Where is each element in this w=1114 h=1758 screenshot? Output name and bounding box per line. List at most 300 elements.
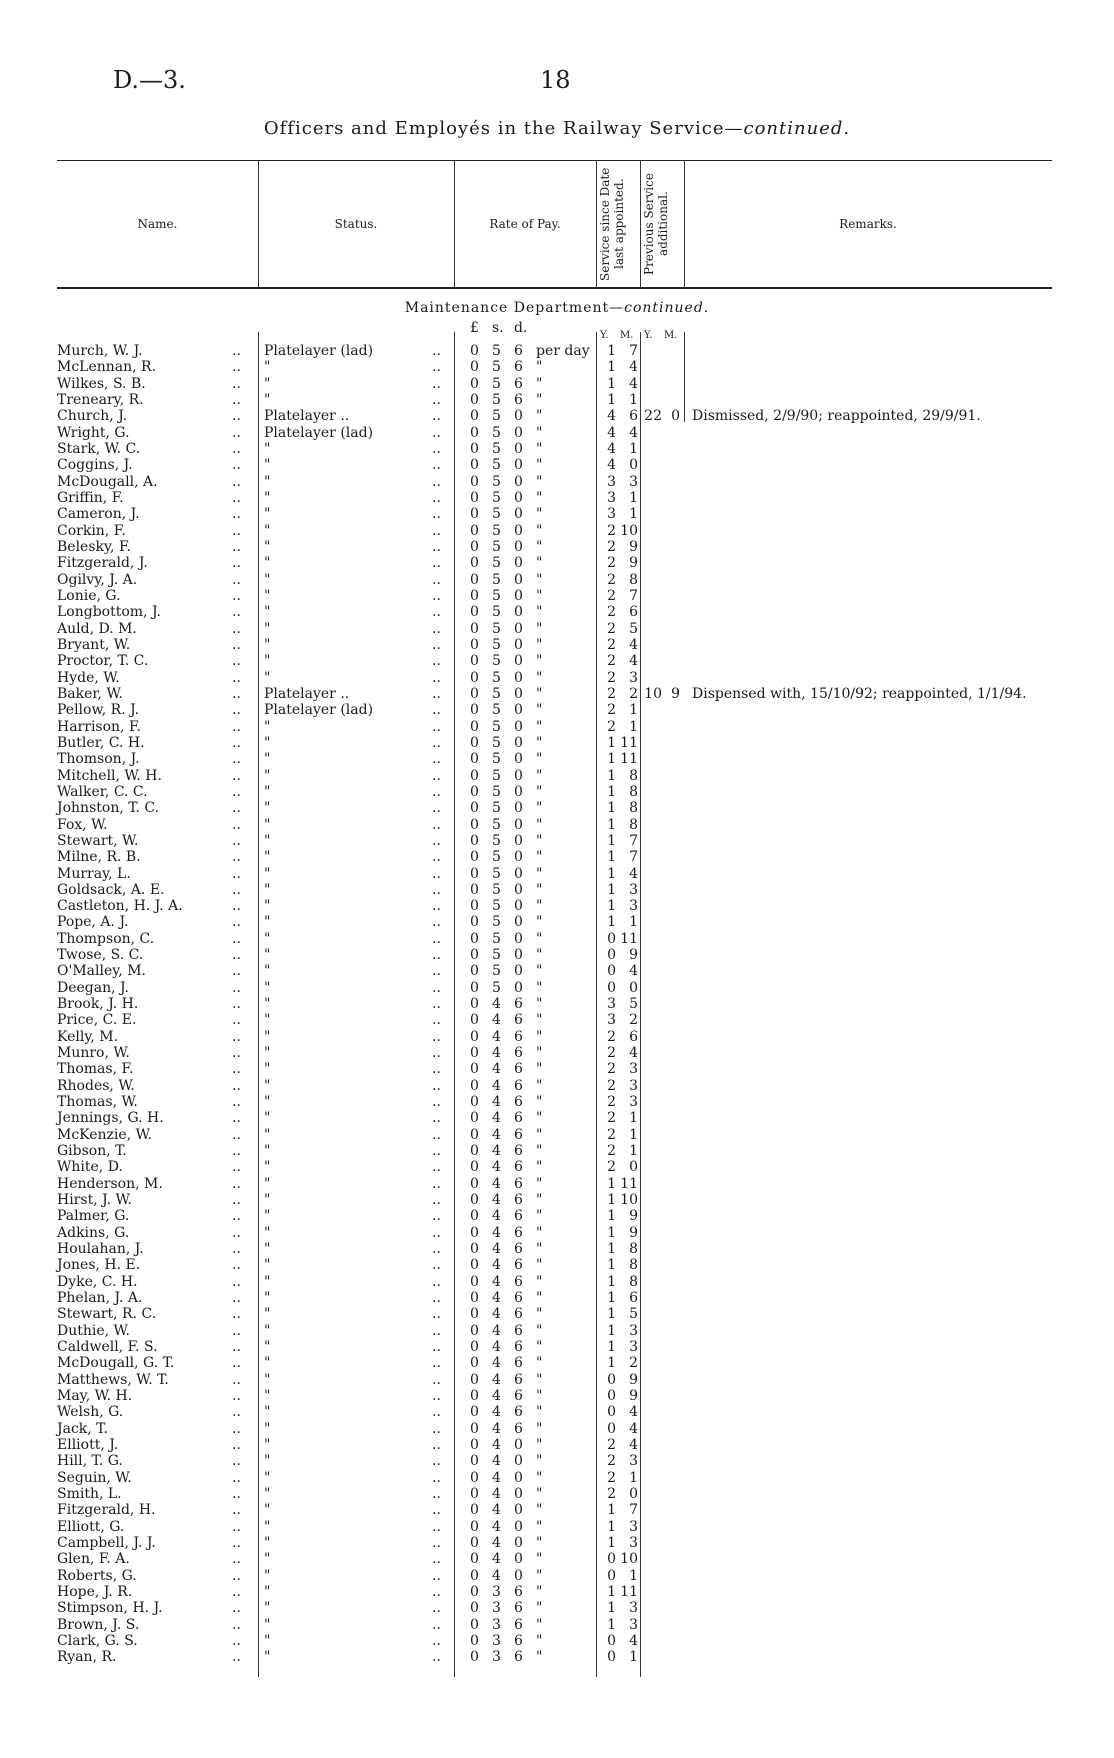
leader-dots: .. — [232, 440, 241, 457]
service-years: 1 — [607, 881, 616, 898]
pay-pounds: 0 — [470, 1159, 479, 1176]
employee-name: Elliott, J. — [57, 1436, 119, 1453]
leader-dots: .. — [232, 555, 241, 572]
leader-dots: .. — [232, 783, 241, 800]
pay-pence: 6 — [514, 1290, 523, 1307]
service-months: 1 — [629, 718, 638, 735]
pay-shillings: 5 — [492, 424, 501, 441]
service-months: 9 — [629, 1208, 638, 1225]
leader-dots: .. — [232, 1420, 241, 1437]
employee-name: Baker, W. — [57, 685, 123, 702]
leader-dots: .. — [432, 881, 441, 898]
table-row — [0, 1176, 1114, 1192]
pay-pence: 0 — [514, 1502, 523, 1519]
pay-shillings: 5 — [492, 636, 501, 653]
pay-pounds: 0 — [470, 408, 479, 425]
table-row — [0, 1241, 1114, 1257]
table-row — [0, 653, 1114, 669]
service-years: 2 — [607, 587, 616, 604]
leader-dots: .. — [432, 1175, 441, 1192]
pay-shillings: 4 — [492, 1061, 501, 1078]
employee-status: " — [264, 1159, 271, 1176]
column-header-name: Name. — [137, 217, 178, 231]
employee-name: Harrison, F. — [57, 718, 141, 735]
pay-pence: 0 — [514, 1518, 523, 1535]
leader-dots: .. — [232, 1600, 241, 1617]
service-months: 4 — [629, 1436, 638, 1453]
leader-dots: .. — [232, 1649, 241, 1666]
pay-shillings: 4 — [492, 1208, 501, 1225]
table-row — [0, 735, 1114, 751]
leader-dots: .. — [232, 979, 241, 996]
table-row — [0, 963, 1114, 979]
service-years: 1 — [607, 783, 616, 800]
service-months: 3 — [629, 1061, 638, 1078]
pay-shillings: 4 — [492, 1388, 501, 1404]
service-months: 3 — [629, 1339, 638, 1356]
service-years: 1 — [607, 1175, 616, 1192]
service-years: 1 — [607, 1208, 616, 1225]
service-years: 3 — [607, 1012, 616, 1029]
pay-unit: " — [536, 996, 543, 1013]
pay-shillings: 4 — [492, 1290, 501, 1307]
leader-dots: .. — [432, 1110, 441, 1127]
employee-status: " — [264, 734, 271, 751]
leader-dots: .. — [432, 473, 441, 490]
table-row — [0, 1257, 1114, 1273]
pay-pence: 0 — [514, 816, 523, 833]
service-months: 4 — [629, 963, 638, 980]
pay-pence: 6 — [514, 1616, 523, 1633]
table-row — [0, 931, 1114, 947]
table-row — [0, 996, 1114, 1012]
employee-status: " — [264, 669, 271, 686]
pay-pence: 6 — [514, 1159, 523, 1176]
employee-name: Twose, S. C. — [57, 947, 144, 964]
unit-years-service: Y. — [600, 330, 609, 341]
pay-shillings: 5 — [492, 685, 501, 702]
leader-dots: .. — [232, 343, 241, 359]
employee-name: Stewart, R. C. — [57, 1306, 157, 1323]
service-years: 1 — [607, 832, 616, 849]
pay-pounds: 0 — [470, 1632, 479, 1649]
pay-shillings: 4 — [492, 1420, 501, 1437]
employee-status: " — [264, 375, 271, 392]
pay-pence: 6 — [514, 1110, 523, 1127]
employee-status: " — [264, 1355, 271, 1372]
leader-dots: .. — [432, 408, 441, 425]
pay-unit: " — [536, 1061, 543, 1078]
pay-pounds: 0 — [470, 473, 479, 490]
service-months: 3 — [629, 1322, 638, 1339]
pay-pence: 0 — [514, 1534, 523, 1551]
service-years: 2 — [607, 1485, 616, 1502]
service-months: 3 — [629, 1518, 638, 1535]
table-row — [0, 1143, 1114, 1159]
table-row — [0, 1061, 1114, 1077]
employee-name: Pellow, R. J. — [57, 702, 140, 719]
employee-status: " — [264, 1616, 271, 1633]
pay-pounds: 0 — [470, 653, 479, 670]
pay-pence: 0 — [514, 963, 523, 980]
leader-dots: .. — [232, 1453, 241, 1470]
pay-shillings: 4 — [492, 1534, 501, 1551]
service-months: 4 — [629, 359, 638, 376]
leader-dots: .. — [432, 1339, 441, 1356]
pay-pounds: 0 — [470, 849, 479, 866]
leader-dots: .. — [432, 1224, 441, 1241]
service-years: 1 — [607, 1290, 616, 1307]
employee-status: " — [264, 1224, 271, 1241]
leader-dots: .. — [432, 1649, 441, 1666]
pay-unit: " — [536, 1632, 543, 1649]
leader-dots: .. — [232, 881, 241, 898]
pay-unit: " — [536, 473, 543, 490]
service-years: 1 — [607, 343, 616, 359]
service-months: 1 — [629, 914, 638, 931]
employee-name: Price, C. E. — [57, 1012, 137, 1029]
leader-dots: .. — [232, 506, 241, 523]
employee-name: Auld, D. M. — [57, 620, 137, 637]
service-years: 4 — [607, 424, 616, 441]
pay-shillings: 4 — [492, 1159, 501, 1176]
leader-dots: .. — [432, 359, 441, 376]
employee-status: " — [264, 1404, 271, 1421]
pay-pounds: 0 — [470, 1583, 479, 1600]
table-row — [0, 914, 1114, 930]
employee-status: " — [264, 1012, 271, 1029]
service-months: 1 — [629, 506, 638, 523]
unit-years-previous: Y. — [644, 330, 653, 341]
leader-dots: .. — [232, 473, 241, 490]
leader-dots: .. — [432, 1045, 441, 1062]
header-divider-3 — [596, 160, 597, 288]
service-years: 3 — [607, 473, 616, 490]
pay-pence: 0 — [514, 669, 523, 686]
service-years: 0 — [607, 1551, 616, 1568]
employee-status: " — [264, 1485, 271, 1502]
pay-pence: 6 — [514, 1339, 523, 1356]
leader-dots: .. — [232, 636, 241, 653]
pay-unit: " — [536, 1192, 543, 1209]
pay-shillings: 4 — [492, 1110, 501, 1127]
pay-shillings: 5 — [492, 375, 501, 392]
service-months: 7 — [629, 343, 638, 359]
employee-status: " — [264, 898, 271, 915]
employee-status: " — [264, 1632, 271, 1649]
pay-shillings: 5 — [492, 408, 501, 425]
pay-pence: 6 — [514, 1045, 523, 1062]
leader-dots: .. — [232, 1322, 241, 1339]
pay-pounds: 0 — [470, 343, 479, 359]
employee-name: Thompson, C. — [57, 930, 155, 947]
leader-dots: .. — [432, 1290, 441, 1307]
table-row — [0, 1633, 1114, 1649]
service-months: 3 — [629, 1616, 638, 1633]
pay-shillings: 4 — [492, 1518, 501, 1535]
employee-name: Murray, L. — [57, 865, 131, 882]
leader-dots: .. — [432, 424, 441, 441]
pay-pounds: 0 — [470, 1420, 479, 1437]
service-years: 1 — [607, 1306, 616, 1323]
pay-pence: 0 — [514, 783, 523, 800]
pay-pence: 0 — [514, 947, 523, 964]
service-years: 2 — [607, 1436, 616, 1453]
service-months: 11 — [620, 930, 638, 947]
service-years: 2 — [607, 669, 616, 686]
pay-pounds: 0 — [470, 832, 479, 849]
pay-pounds: 0 — [470, 1388, 479, 1404]
leader-dots: .. — [432, 391, 441, 408]
table-row — [0, 719, 1114, 735]
pay-shillings: 4 — [492, 1012, 501, 1029]
service-months: 1 — [629, 1469, 638, 1486]
employee-status: " — [264, 1306, 271, 1323]
table-row — [0, 751, 1114, 767]
employee-status: " — [264, 391, 271, 408]
table-row — [0, 621, 1114, 637]
pay-unit: " — [536, 1551, 543, 1568]
leader-dots: .. — [232, 1616, 241, 1633]
pay-pence: 0 — [514, 555, 523, 572]
employee-name: Dyke, C. H. — [57, 1273, 138, 1290]
employee-status: " — [264, 1583, 271, 1600]
employee-name: Longbottom, J. — [57, 604, 161, 621]
pay-unit: " — [536, 685, 543, 702]
pay-pence: 6 — [514, 1404, 523, 1421]
pay-unit: " — [536, 1175, 543, 1192]
pay-pence: 6 — [514, 996, 523, 1013]
table-row — [0, 637, 1114, 653]
service-months: 3 — [629, 669, 638, 686]
leader-dots: .. — [432, 914, 441, 931]
employee-status: Platelayer (lad) — [264, 343, 374, 359]
table-row — [0, 523, 1114, 539]
service-months: 2 — [629, 1355, 638, 1372]
pay-unit: " — [536, 620, 543, 637]
leader-dots: .. — [432, 489, 441, 506]
pay-pounds: 0 — [470, 1290, 479, 1307]
leader-dots: .. — [232, 571, 241, 588]
leader-dots: .. — [232, 522, 241, 539]
employee-status: " — [264, 1175, 271, 1192]
leader-dots: .. — [232, 424, 241, 441]
unit-shilling: s. — [492, 320, 504, 336]
pay-shillings: 4 — [492, 1404, 501, 1421]
pay-shillings: 5 — [492, 947, 501, 964]
service-months: 1 — [629, 1126, 638, 1143]
leader-dots: .. — [432, 1534, 441, 1551]
employee-name: Johnston, T. C. — [57, 800, 160, 817]
leader-dots: .. — [432, 979, 441, 996]
pay-pence: 6 — [514, 1306, 523, 1323]
service-years: 1 — [607, 1273, 616, 1290]
service-years: 1 — [607, 898, 616, 915]
pay-pence: 0 — [514, 767, 523, 784]
leader-dots: .. — [432, 1469, 441, 1486]
pay-shillings: 5 — [492, 767, 501, 784]
previous-months: 0 — [671, 408, 680, 425]
leader-dots: .. — [432, 832, 441, 849]
service-years: 2 — [607, 1126, 616, 1143]
employee-name: Brook, J. H. — [57, 996, 139, 1013]
leader-dots: .. — [232, 587, 241, 604]
pay-pence: 6 — [514, 1420, 523, 1437]
unit-months-service: M. — [620, 330, 634, 341]
table-row — [0, 800, 1114, 816]
pay-unit: " — [536, 506, 543, 523]
pay-pounds: 0 — [470, 1322, 479, 1339]
employee-status: " — [264, 636, 271, 653]
pay-pence: 0 — [514, 849, 523, 866]
pay-pence: 0 — [514, 1453, 523, 1470]
employee-name: Hope, J. R. — [57, 1583, 133, 1600]
employee-status: " — [264, 751, 271, 768]
leader-dots: .. — [232, 1273, 241, 1290]
pay-pence: 6 — [514, 1273, 523, 1290]
leader-dots: .. — [232, 1192, 241, 1209]
leader-dots: .. — [432, 1257, 441, 1274]
pay-pounds: 0 — [470, 1502, 479, 1519]
employee-status: " — [264, 832, 271, 849]
leader-dots: .. — [232, 963, 241, 980]
service-months: 3 — [629, 1077, 638, 1094]
pay-unit: " — [536, 783, 543, 800]
pay-unit: " — [536, 375, 543, 392]
service-years: 0 — [607, 1632, 616, 1649]
pay-shillings: 4 — [492, 996, 501, 1013]
pay-unit: " — [536, 1485, 543, 1502]
pay-pence: 0 — [514, 800, 523, 817]
pay-pence: 0 — [514, 571, 523, 588]
leader-dots: .. — [232, 408, 241, 425]
employee-status: " — [264, 1502, 271, 1519]
service-years: 2 — [607, 522, 616, 539]
employee-status: " — [264, 1045, 271, 1062]
employee-name: Thomson, J. — [57, 751, 140, 768]
leader-dots: .. — [432, 1306, 441, 1323]
service-years: 4 — [607, 440, 616, 457]
employee-rows — [0, 343, 1114, 1666]
employee-status: " — [264, 930, 271, 947]
pay-shillings: 4 — [492, 1273, 501, 1290]
pay-unit: " — [536, 1567, 543, 1584]
leader-dots: .. — [232, 1306, 241, 1323]
leader-dots: .. — [232, 1159, 241, 1176]
leader-dots: .. — [232, 1110, 241, 1127]
employee-status: " — [264, 881, 271, 898]
leader-dots: .. — [432, 1404, 441, 1421]
pay-pence: 6 — [514, 1175, 523, 1192]
pay-pounds: 0 — [470, 865, 479, 882]
employee-name: McLennan, R. — [57, 359, 157, 376]
employee-name: Brown, J. S. — [57, 1616, 140, 1633]
service-months: 11 — [620, 751, 638, 768]
table-row — [0, 1225, 1114, 1241]
service-months: 2 — [629, 685, 638, 702]
service-months: 1 — [629, 440, 638, 457]
leader-dots: .. — [232, 734, 241, 751]
pay-pounds: 0 — [470, 1616, 479, 1633]
leader-dots: .. — [432, 457, 441, 474]
employee-status: " — [264, 457, 271, 474]
table-row — [0, 1192, 1114, 1208]
leader-dots: .. — [232, 1126, 241, 1143]
employee-name: Duthie, W. — [57, 1322, 130, 1339]
employee-status: " — [264, 865, 271, 882]
leader-dots: .. — [232, 1094, 241, 1111]
pay-pence: 0 — [514, 457, 523, 474]
employee-name: Cameron, J. — [57, 506, 140, 523]
leader-dots: .. — [232, 849, 241, 866]
pay-unit: " — [536, 1355, 543, 1372]
pay-pence: 6 — [514, 343, 523, 359]
pay-pounds: 0 — [470, 881, 479, 898]
header-divider-4 — [640, 160, 641, 288]
service-months: 8 — [629, 1257, 638, 1274]
employee-name: Stark, W. C. — [57, 440, 141, 457]
employee-name: Fitzgerald, H. — [57, 1502, 156, 1519]
pay-shillings: 5 — [492, 555, 501, 572]
pay-pounds: 0 — [470, 1077, 479, 1094]
previous-years: 22 — [644, 408, 662, 425]
table-row — [0, 1339, 1114, 1355]
pay-unit: " — [536, 1077, 543, 1094]
employee-status: " — [264, 473, 271, 490]
pay-shillings: 5 — [492, 620, 501, 637]
service-years: 1 — [607, 1502, 616, 1519]
leader-dots: .. — [432, 1143, 441, 1160]
pay-unit: " — [536, 1469, 543, 1486]
service-years: 2 — [607, 1453, 616, 1470]
leader-dots: .. — [232, 1012, 241, 1029]
leader-dots: .. — [232, 930, 241, 947]
pay-shillings: 4 — [492, 1175, 501, 1192]
service-months: 1 — [629, 1143, 638, 1160]
employee-status: " — [264, 1534, 271, 1551]
service-years: 2 — [607, 604, 616, 621]
employee-name: Palmer, G. — [57, 1208, 130, 1225]
pay-pence: 6 — [514, 1388, 523, 1404]
employee-name: Church, J. — [57, 408, 128, 425]
employee-name: Caldwell, F. S. — [57, 1339, 158, 1356]
service-years: 0 — [607, 1404, 616, 1421]
table-row — [0, 555, 1114, 571]
table-row — [0, 376, 1114, 392]
pay-pounds: 0 — [470, 1453, 479, 1470]
pay-pounds: 0 — [470, 947, 479, 964]
employee-status: " — [264, 1257, 271, 1274]
pay-unit: " — [536, 718, 543, 735]
employee-name: Corkin, F. — [57, 522, 126, 539]
service-years: 2 — [607, 1094, 616, 1111]
service-years: 2 — [607, 702, 616, 719]
employee-status: " — [264, 440, 271, 457]
leader-dots: .. — [432, 506, 441, 523]
pay-pounds: 0 — [470, 898, 479, 915]
leader-dots: .. — [432, 996, 441, 1013]
pay-shillings: 4 — [492, 1371, 501, 1388]
leader-dots: .. — [232, 620, 241, 637]
employee-status: " — [264, 1290, 271, 1307]
pay-pounds: 0 — [470, 685, 479, 702]
header-bottom-rule — [57, 287, 1052, 289]
leader-dots: .. — [232, 1485, 241, 1502]
leader-dots: .. — [432, 930, 441, 947]
service-months: 6 — [629, 408, 638, 425]
leader-dots: .. — [432, 1273, 441, 1290]
pay-shillings: 4 — [492, 1339, 501, 1356]
